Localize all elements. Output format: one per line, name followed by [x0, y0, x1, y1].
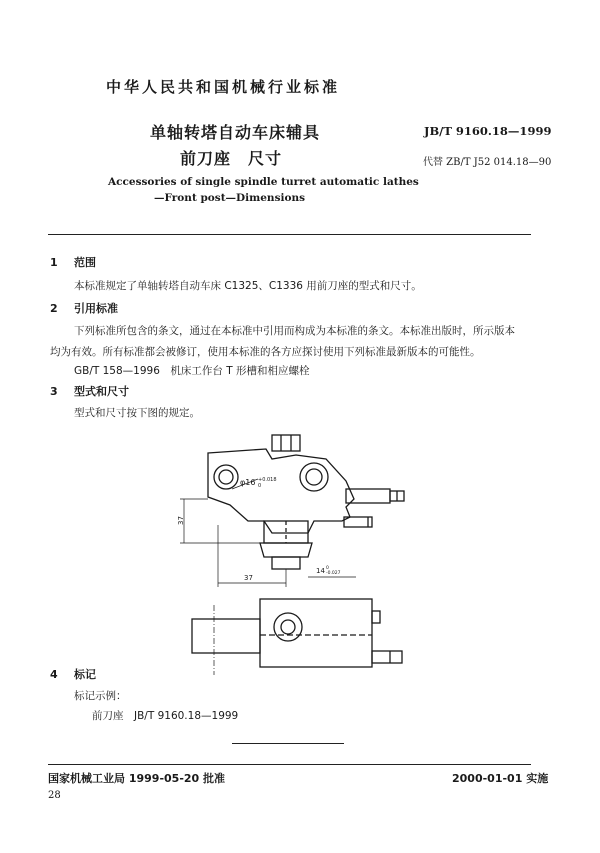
plan-view-nut: [274, 613, 302, 641]
section-number: 2: [50, 302, 58, 315]
clamp-boss: [300, 463, 328, 491]
front-post-drawing: [168, 425, 418, 683]
footer-divider: [48, 764, 531, 765]
section-number: 3: [50, 385, 58, 398]
header-divider: [48, 234, 531, 235]
section-number: 1: [50, 256, 58, 269]
section-4-heading: [50, 666, 96, 682]
approval-note: 国家机械工业局 1999-05-20 批准: [48, 772, 226, 785]
section-3-heading: [50, 383, 129, 399]
top-nut: [272, 435, 300, 451]
section-2-heading: [50, 300, 118, 316]
slot-width-dimension: 14: [316, 567, 325, 575]
title-english-line2: —Front post—Dimensions: [154, 192, 306, 204]
bore-tolerance-lower: 0: [258, 483, 262, 489]
section-2-text-line1: 下列标准所包含的条文，通过在本标准中引用而构成为本标准的条文。本标准出版时，所示版本: [74, 325, 515, 337]
page-number: 28: [48, 790, 61, 801]
issuing-organization: 中华人民共和国机械行业标准: [106, 78, 341, 96]
bore-dimension-label: φ16: [240, 478, 256, 487]
bore-tolerance-upper: +0.018: [258, 477, 277, 483]
title-chinese-line2: 前刀座 尺寸: [180, 149, 283, 168]
title-chinese-line1: 单轴转塔自动车床辅具: [150, 123, 321, 142]
standard-code: JB/T 9160.18—1999: [424, 124, 552, 138]
section-title: 引用标准: [74, 302, 118, 315]
section-1-text: 本标准规定了单轴转塔自动车床 C1325、C1336 用前刀座的型式和尺寸。: [74, 280, 422, 292]
marking-example-label: 标记示例：: [74, 690, 127, 702]
marking-example-value: 前刀座 JB/T 9160.18—1999: [92, 710, 239, 722]
left-bore: [214, 465, 238, 489]
horizontal-dimension: 37: [244, 574, 253, 582]
effective-date: 2000-01-01 实施: [452, 772, 549, 785]
replaces-note: 代替 ZB/T J52 014.18—90: [423, 157, 552, 168]
section-title: 范围: [74, 256, 96, 269]
title-english-line1: Accessories of single spindle turret automatic lathes: [108, 176, 419, 188]
section-2-reference: GB/T 158—1996 机床工作台 T 形槽和相应螺栓: [74, 365, 310, 377]
section-1-heading: [50, 254, 96, 270]
section-number: 4: [50, 668, 58, 681]
vertical-dimension: 37: [177, 516, 185, 525]
section-2-text-line2: 均为有效。所有标准都会被修订，使用本标准的各方应探讨使用下列标准最新版本的可能性。: [50, 346, 481, 358]
section-3-text: 型式和尺寸按下图的规定。: [74, 407, 200, 419]
slot-tolerance-upper: 0: [326, 566, 329, 571]
slot-tolerance-lower: -0.027: [326, 571, 341, 576]
plan-view-body: [260, 599, 372, 667]
section-title: 型式和尺寸: [74, 385, 129, 398]
end-rule: [232, 743, 344, 744]
section-title: 标记: [74, 668, 96, 681]
